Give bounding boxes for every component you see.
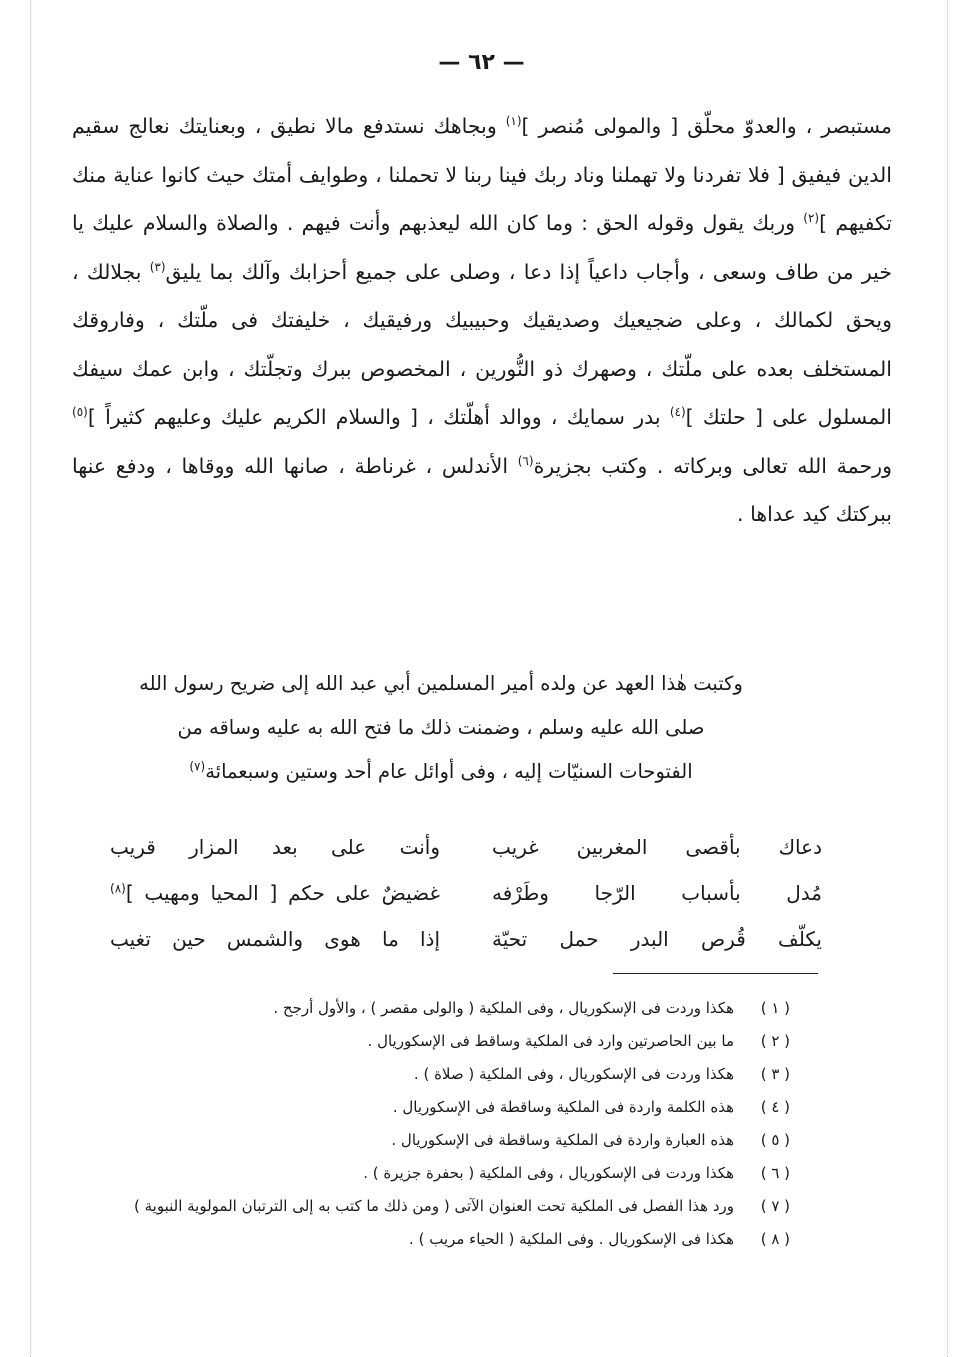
scan-edge-left: [30, 0, 31, 1357]
poem-verse: [110, 870, 822, 916]
footnote-text: هكذا وردت فى الإسكوريال ، وفى الملكية ( والولى مقصر ) ، والأول أرجح .: [273, 999, 734, 1017]
footnote-marker-1: (١): [505, 114, 522, 129]
colophon-line-text: الفتوحات السنيّات إليه ، وفى أوائل عام أحد وستين وسبعمائة: [205, 760, 693, 783]
colophon-line: وكتبت هٰذا العهد عن ولده أمير المسلمين أبي عبد الله إلى ضريح رسول الله: [139, 672, 743, 695]
text-run: بجلالك ، ويحق لكمالك ، وعلى ضجيعيك وصديقيك وحبيبيك ورفيقيك ، خليفتك فى ملّتك ، وفاروقك المستخلف بعده على ملّتك ، وصهرك ذو النُّورين ، المخصوص ببرك وتجلّتك ، وابن عمك سيفك المسلول على [ حلتك ]: [72, 259, 892, 429]
footnote: [60, 1058, 790, 1091]
footnote-separator: [613, 973, 818, 974]
first-hemistich: دعاك بأقصى المغربين غريب: [492, 835, 822, 859]
footnote-marker-3: (٣): [149, 259, 166, 274]
footnote-text: ما بين الحاصرتين وارد فى الملكية وساقط فى الإسكوريال .: [367, 1032, 734, 1050]
footnote-text: هكذا فى الإسكوريال . وفى الملكية ( الحياء مريب ) .: [409, 1230, 734, 1248]
hemistich-text: إذا ما هوى والشمس حين تغيب: [110, 927, 440, 951]
text-run: وربك يقول وقوله الحق : وما كان الله ليعذبهم وأنت فيهم . والصلاة والسلام عليك يا خير من طاف وسعى ، وأجاب داعياً إذا دعا ، وصلى على جميع أحزابك وآلك بما يليق: [72, 211, 892, 284]
footnote-number: ( ٨ ): [760, 1230, 790, 1248]
poem-verse: [110, 824, 822, 870]
colophon-line: [96, 750, 786, 794]
footnote-marker-2: (٢): [803, 211, 820, 226]
text-run: الأندلس ، غرناطة ، صانها الله ووقاها ، ودفع عنها ببركتك كيد عداها .: [72, 453, 892, 526]
footnote-number: ( ١ ): [760, 999, 790, 1017]
footnote: [60, 1091, 790, 1124]
footnote: [60, 1025, 790, 1058]
footnote-marker-7: (٧): [189, 759, 206, 774]
footnote-text: ورد هذا الفصل فى الملكية تحت العنوان الآتى ( ومن ذلك ما كتب به إلى الترتبان المولوية النبوية ): [134, 1197, 734, 1215]
footnote-number: ( ٤ ): [760, 1098, 790, 1116]
scan-edge-right: [947, 0, 948, 1357]
main-paragraph: [72, 102, 892, 539]
footnote-number: ( ٣ ): [760, 1065, 790, 1083]
poem: [110, 824, 822, 962]
text-run: مستبصر ، والعدوّ محلّق [ والمولى مُنصر ]: [521, 114, 892, 138]
text-run: بدر سمايك ، ووالد أهلّتك ، [ والسلام الكريم عليك وعليهم كثيراً ]: [87, 405, 670, 429]
footnote-marker-4: (٤): [669, 405, 686, 420]
colophon-line: صلى الله عليه وسلم ، وضمنت ذلك ما فتح الله به عليه وساقه من: [177, 716, 705, 739]
first-hemistich: يكلّف قُرص البدر حمل تحيّة: [492, 927, 822, 951]
page-number: — ٦٢ —: [438, 50, 525, 75]
footnote: [60, 1124, 790, 1157]
second-hemistich: [110, 835, 440, 859]
footnote-marker-5: (٥): [72, 405, 88, 420]
second-hemistich: [110, 881, 440, 905]
footnote-number: ( ٦ ): [760, 1164, 790, 1182]
second-hemistich: [110, 927, 440, 951]
footnote-number: ( ٢ ): [760, 1032, 790, 1050]
colophon-paragraph: [96, 662, 786, 794]
footnote-number: ( ٧ ): [760, 1197, 790, 1215]
footnote-marker-6: (٦): [517, 453, 534, 468]
footnote-text: هكذا وردت فى الإسكوريال ، وفى الملكية ( صلاة ) .: [413, 1065, 734, 1083]
text-run: وبجاهك نستدفع مالا نطيق ، وبعنايتك نعالج سقيم الدين فيفيق [ فلا تفردنا ولا تهملنا وناد ربك فينا ربنا لا تحملنا ، وطوايف أمتك حيث كانوا عناية منك تكفيهم ]: [72, 114, 892, 235]
hemistich-text: وأنت على بعد المزار قريب: [110, 835, 440, 859]
footnotes: [60, 992, 790, 1256]
footnote: [60, 992, 790, 1025]
poem-verse: [110, 916, 822, 962]
footnote-number: ( ٥ ): [760, 1131, 790, 1149]
footnote-marker-8: (٨): [110, 881, 126, 896]
footnote-text: هذه العبارة واردة فى الملكية وساقطة فى الإسكوريال .: [391, 1131, 734, 1149]
footnote: [60, 1190, 790, 1223]
text-run: ورحمة الله تعالى وبركاته . وكتب بجزيرة: [533, 453, 892, 478]
first-hemistich: مُدل بأسباب الرّجا وطَرْفه: [492, 881, 822, 905]
hemistich-text: غضيضٌ على حكم [ المحيا ومهيب ]: [125, 881, 440, 905]
footnote-text: هذه الكلمة واردة فى الملكية وساقطة فى الإسكوريال .: [392, 1098, 734, 1116]
footnote: [60, 1157, 790, 1190]
footnote-text: هكذا وردت فى الإسكوريال ، وفى الملكية ( بحفرة جزيرة ) .: [363, 1164, 734, 1182]
footnote: [60, 1223, 790, 1256]
